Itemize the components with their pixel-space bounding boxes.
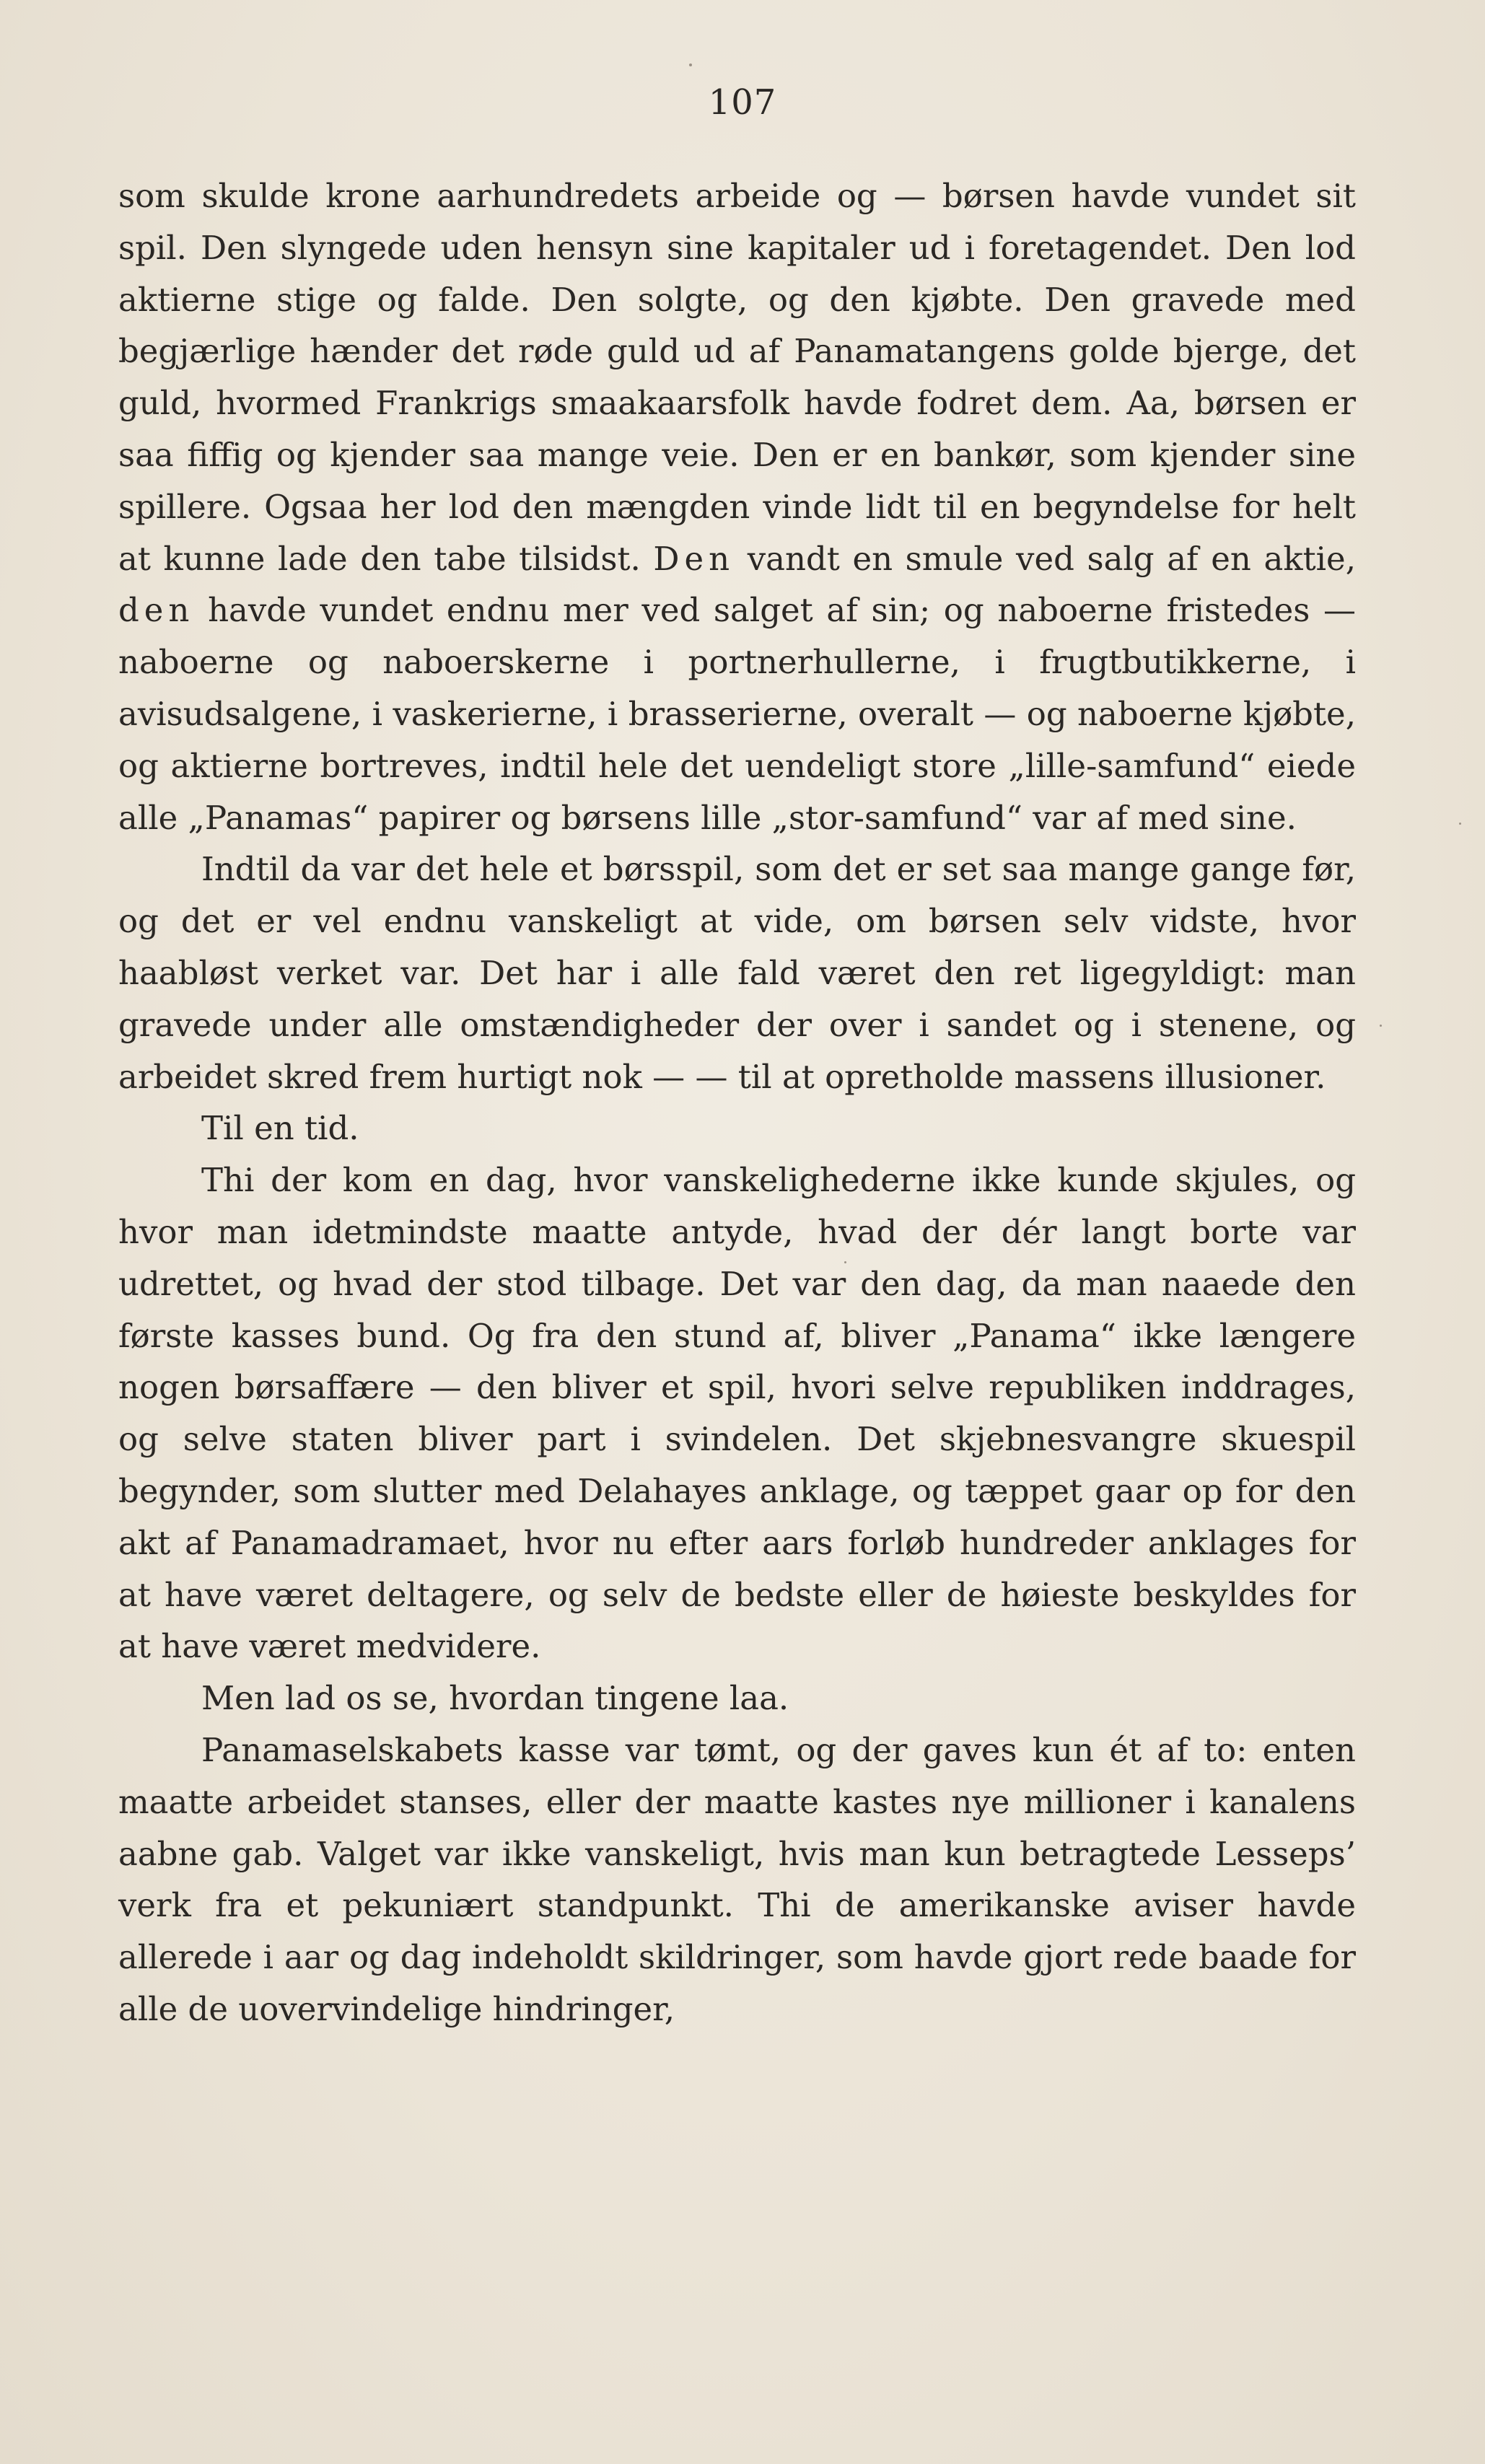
paragraph-3: Til en tid. (201, 1109, 359, 1148)
paragraph-2: Indtil da var det hele et børsspil, som det er set saa mange gange før, og det er vel endnu vanskeligt at vide, om børsen selv vidste, hvor haabløst verket var. Det har i alle fald været den ret ligegyldigt: man gravede under alle omstændigheder der over i sandet og i stenene, og arbeidet skred frem hurtigt nok — — til at opretholde massens illusioner. (118, 850, 1356, 1096)
paragraph-1 (118, 170, 1356, 843)
spaced-word-den-2: den (118, 591, 195, 630)
paper-speck (1380, 1025, 1382, 1027)
paper-speck (1459, 823, 1461, 825)
paper-speck (844, 1261, 846, 1263)
paragraph-1-part-2: vandt en smule ved salg af en aktie, (735, 539, 1356, 578)
page-number: 107 (708, 82, 777, 123)
body-text (118, 170, 1356, 2035)
paragraph-1-part-3: havde vundet endnu mer ved salget af sin; og naboerne fristedes — naboerne og naboerskerne i portnerhullerne, i frugtbutikkerne, i avisudsalgene, i vaskerierne, i brasserierne, overalt — og naboerne kjøbte, og aktierne bortreves, indtil hele det uendeligt store „lille-samfund“ eiede alle „Panamas“ papirer og børsens lille „stor-samfund“ var af med sine. (118, 591, 1356, 837)
paper-speck (689, 63, 692, 66)
paragraph-4: Thi der kom en dag, hvor vanskelighederne ikke kunde skjules, og hvor man idetmindste maatte antyde, hvad der dér langt borte var udrettet, og hvad der stod tilbage. Det var den dag, da man naaede den første kasses bund. Og fra den stund af, bliver „Panama“ ikke længere nogen børsaffære — den bliver et spil, hvori selve republiken inddrages, og selve staten bliver part i svindelen. Det skjebnesvangre skuespil begynder, som slutter med Delahayes anklage, og tæppet gaar op for den akt af Panamadramaet, hvor nu efter aars forløb hundreder anklages for at have været deltagere, og selv de bedste eller de høieste beskyldes for at have været medvidere. (118, 1161, 1356, 1666)
paragraph-5: Men lad os se, hvordan tingene laa. (201, 1679, 789, 1718)
paragraph-1-part-1: som skulde krone aarhundredets arbeide og — børsen havde vundet sit spil. Den slyngede uden hensyn sine kapitaler ud i foretagendet. Den lod aktierne stige og falde. Den solgte, og den kjøbte. Den gravede med begjærlige hænder det røde guld ud af Panamatangens golde bjerge, det guld, hvormed Frankrigs smaakaarsfolk havde fodret dem. Aa, børsen er saa fiffig og kjender saa mange veie. Den er en bankør, som kjender sine spillere. Ogsaa her lod den mængden vinde lidt til en begyndelse for helt at kunne lade den tabe tilsidst. (118, 177, 1356, 578)
spaced-word-den-1: Den (653, 539, 735, 578)
paragraph-6: Panamaselskabets kasse var tømt, og der gaves kun ét af to: enten maatte arbeidet stanses, eller der maatte kastes nye millioner i kanalens aabne gab. Valget var ikke vanskeligt, hvis man kun betragtede Lesseps’ verk fra et pekuniært standpunkt. Thi de amerikanske aviser havde allerede i aar og dag indeholdt skildringer, som havde gjort rede baade for alle de uovervindelige hindringer, (118, 1730, 1356, 2028)
